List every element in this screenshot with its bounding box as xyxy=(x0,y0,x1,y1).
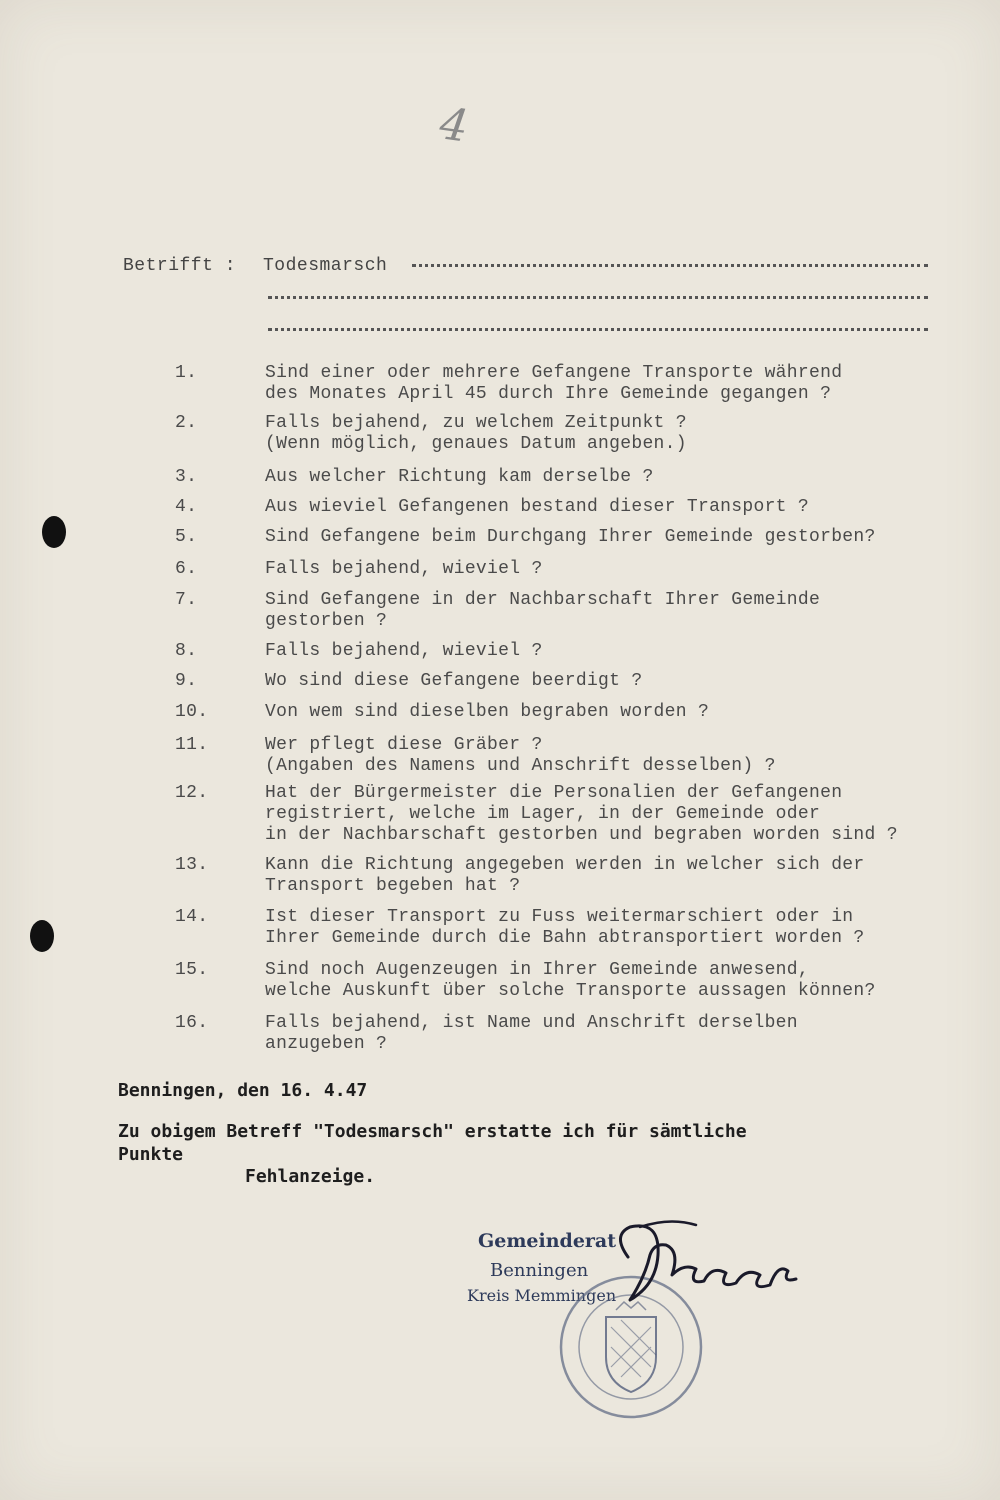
question-number: 1. xyxy=(175,363,198,383)
punch-hole-top xyxy=(42,516,66,548)
question-number: 7. xyxy=(175,590,198,610)
question-number: 10. xyxy=(175,702,209,722)
question-text: Falls bejahend, wieviel ? xyxy=(265,559,543,579)
subject-label: Betrifft : xyxy=(123,256,237,276)
question-text: Kann die Richtung angegeben werden in welcher sich der Transport begeben hat ? xyxy=(265,855,865,896)
question-text: Sind noch Augenzeugen in Ihrer Gemeinde anwesend, welche Auskunft über solche Transporte aussagen können? xyxy=(265,960,876,1001)
question-number: 6. xyxy=(175,559,198,579)
question-text: Sind Gefangene in der Nachbarschaft Ihrer Gemeinde gestorben ? xyxy=(265,590,821,631)
reply-statement-line2: Punkte xyxy=(118,1144,184,1165)
question-number: 13. xyxy=(175,855,209,875)
question-text: Wo sind diese Gefangene beerdigt ? xyxy=(265,671,643,691)
question-number: 11. xyxy=(175,735,209,755)
stamp-line-3: Kreis Memmingen xyxy=(467,1286,617,1305)
page-number: 4 xyxy=(436,98,472,153)
stamp-line-2: Benningen xyxy=(490,1260,589,1281)
question-text: Sind einer oder mehrere Gefangene Transporte während des Monates April 45 durch Ihre Gemeinde gegangen ? xyxy=(265,363,843,404)
dotted-line-3 xyxy=(268,326,928,331)
question-number: 9. xyxy=(175,671,198,691)
question-number: 2. xyxy=(175,413,198,433)
question-number: 3. xyxy=(175,467,198,487)
punch-hole-bottom xyxy=(30,920,54,952)
question-number: 8. xyxy=(175,641,198,661)
reply-statement-line1: Zu obigem Betreff "Todesmarsch" erstatte ich für sämtliche xyxy=(118,1121,747,1142)
dotted-line-2 xyxy=(268,294,928,299)
reply-result: Fehlanzeige. xyxy=(245,1166,376,1187)
question-number: 12. xyxy=(175,783,209,803)
question-text: Ist dieser Transport zu Fuss weitermarschiert oder in Ihrer Gemeinde durch die Bahn abtransportiert worden ? xyxy=(265,907,865,948)
question-text: Sind Gefangene beim Durchgang Ihrer Gemeinde gestorben? xyxy=(265,527,876,547)
stamp-line-1: Gemeinderat xyxy=(478,1230,617,1252)
question-number: 5. xyxy=(175,527,198,547)
question-text: Falls bejahend, ist Name und Anschrift derselben anzugeben ? xyxy=(265,1013,798,1054)
subject-value: Todesmarsch xyxy=(263,256,388,276)
subject-line xyxy=(123,256,387,276)
question-text: Von wem sind dieselben begraben worden ? xyxy=(265,702,710,722)
question-text: Falls bejahend, wieviel ? xyxy=(265,641,543,661)
question-number: 15. xyxy=(175,960,209,980)
question-number: 16. xyxy=(175,1013,209,1033)
dotted-line-1 xyxy=(412,262,928,267)
question-number: 14. xyxy=(175,907,209,927)
question-text: Wer pflegt diese Gräber ? (Angaben des Namens und Anschrift desselben) ? xyxy=(265,735,776,776)
question-text: Aus welcher Richtung kam derselbe ? xyxy=(265,467,654,487)
question-number: 4. xyxy=(175,497,198,517)
question-text: Aus wieviel Gefangenen bestand dieser Transport ? xyxy=(265,497,809,517)
question-text: Falls bejahend, zu welchem Zeitpunkt ? (Wenn möglich, genaues Datum angeben.) xyxy=(265,413,687,454)
reply-date-line: Benningen, den 16. 4.47 xyxy=(118,1080,368,1101)
signature-icon xyxy=(600,1215,810,1335)
question-text: Hat der Bürgermeister die Personalien der Gefangenen registriert, welche im Lager, in der Gemeinde oder in der Nachbarschaft gestorben und begraben worden sind ? xyxy=(265,783,898,845)
